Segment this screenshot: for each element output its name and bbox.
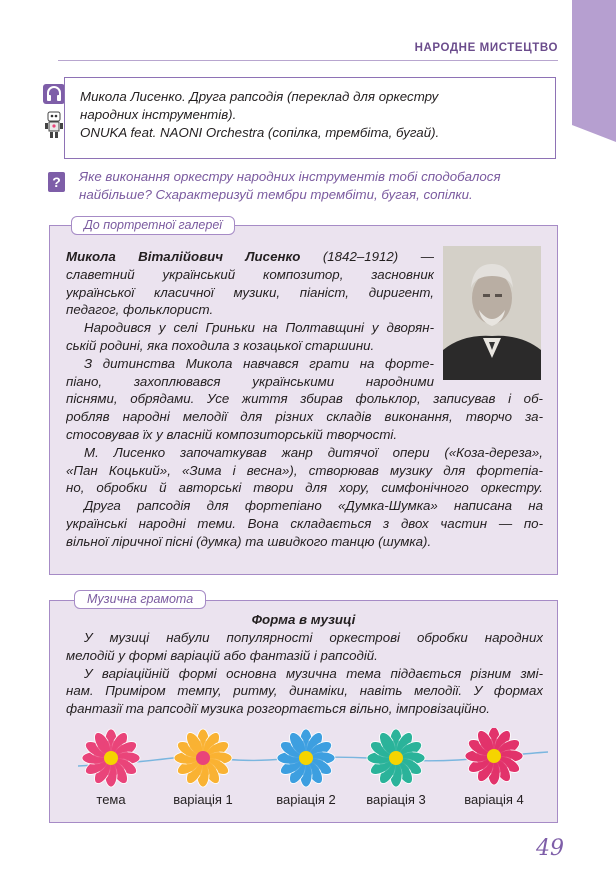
bio-line: Народився у селі Гриньки на Полтавщині у дворян- — [84, 320, 434, 336]
music-line: фантазії та рапсодії музика розгортається вільно, імпровізаційно. — [66, 701, 490, 717]
flower-label-4: варіація 3 — [366, 792, 426, 807]
bio-line: З дитинства Микола навчався грати на форте- — [84, 355, 434, 371]
music-form-title: Форма в музиці — [251, 612, 356, 627]
music-literacy-tab-label: Музична грамота — [74, 590, 206, 609]
bio-line: піано, захоплювався українськими народними — [66, 373, 434, 389]
bio-line: Друга рапсодія для фортепіано «Думка-Шумка» написана на — [84, 498, 543, 514]
bio-line: ській родині, яка походила з козацької старшини. — [66, 337, 375, 353]
robot-icon — [44, 110, 64, 140]
music-line: нам. Приміром темпу, ритму, динаміки, навіть мелодії. У формах — [66, 683, 543, 699]
flower-label-5: варіація 4 — [464, 792, 524, 807]
headphones-icon — [43, 84, 65, 104]
question-text — [79, 168, 569, 204]
biography-text — [66, 248, 543, 551]
bio-line: піснями, обрядами. Усе життя збирав фольклор, записував і об- — [66, 391, 543, 407]
section-title: НАРОДНЕ МИСТЕЦТВО — [414, 42, 558, 54]
flower-label-3: варіація 2 — [276, 792, 336, 807]
bio-line: стосовував їх у власній композиторській творчості. — [66, 426, 398, 442]
bio-line: но, обробки й авторські твори для хору, симфонічного оркестру. — [66, 480, 543, 496]
flower-1 — [82, 729, 140, 787]
composer-name: Микола Віталійович Лисенко — [66, 249, 301, 264]
flower-5 — [465, 728, 523, 785]
bio-line: педагог, фольклорист. — [66, 302, 214, 318]
header-divider — [58, 60, 558, 61]
listening-line: Микола Лисенко. Друга рапсодія (переклад для оркестру — [80, 89, 439, 104]
question-icon: ? — [48, 172, 65, 192]
bio-line: славетний український композитор, засновник — [66, 266, 434, 282]
listening-line: народних інструментів). — [80, 107, 237, 122]
page-number: 49 — [536, 836, 564, 861]
music-literacy-text — [66, 629, 543, 718]
gallery-tab-label: До портретної галереї — [71, 216, 235, 235]
bio-line — [66, 248, 434, 266]
music-line: У музиці набули популярності оркестрові обробки народних — [84, 630, 543, 645]
flower-3 — [277, 729, 335, 787]
bio-line: вільної ліричної пісні (думка) та швидкого танцю (шумка). — [66, 533, 432, 549]
flower-2 — [174, 729, 232, 787]
question-line: найбільше? Схарактеризуй тембри трембіти, бугая, сопілки. — [79, 187, 473, 202]
listening-line: ONUKA feat. NAONI Orchestra (сопілка, трембіта, бугай). — [80, 125, 440, 140]
bio-line: М. Лисенко започаткував жанр дитячої опери («Коза-дереза», — [84, 444, 543, 460]
variation-flowers-diagram — [78, 728, 548, 788]
question-line: Яке виконання оркестру народних інструментів тобі сподобалося — [79, 169, 501, 184]
composer-dates: (1842–1912) — — [300, 249, 434, 264]
bio-line: «Пан Коцький», «Зима і весна»), створював музику для фортепіа- — [66, 462, 543, 478]
bio-line: робляв народні мелодії для різних складів виконання, творчо за- — [66, 409, 543, 425]
flower-4 — [367, 729, 425, 787]
flower-label-1: тема — [96, 792, 126, 807]
music-line: У варіаційній формі основна музична тема піддається різним змі- — [84, 665, 543, 681]
flower-label-2: варіація 1 — [173, 792, 233, 807]
listening-box — [64, 77, 556, 159]
music-line: мелодій у формі варіацій або фантазій і рапсодій. — [66, 647, 378, 663]
bio-line: українські народні теми. Вона складається з двох частин — по- — [66, 515, 543, 531]
corner-tab-decoration — [572, 0, 616, 142]
bio-line: української класичної музики, піаніст, диригент, — [66, 284, 434, 300]
